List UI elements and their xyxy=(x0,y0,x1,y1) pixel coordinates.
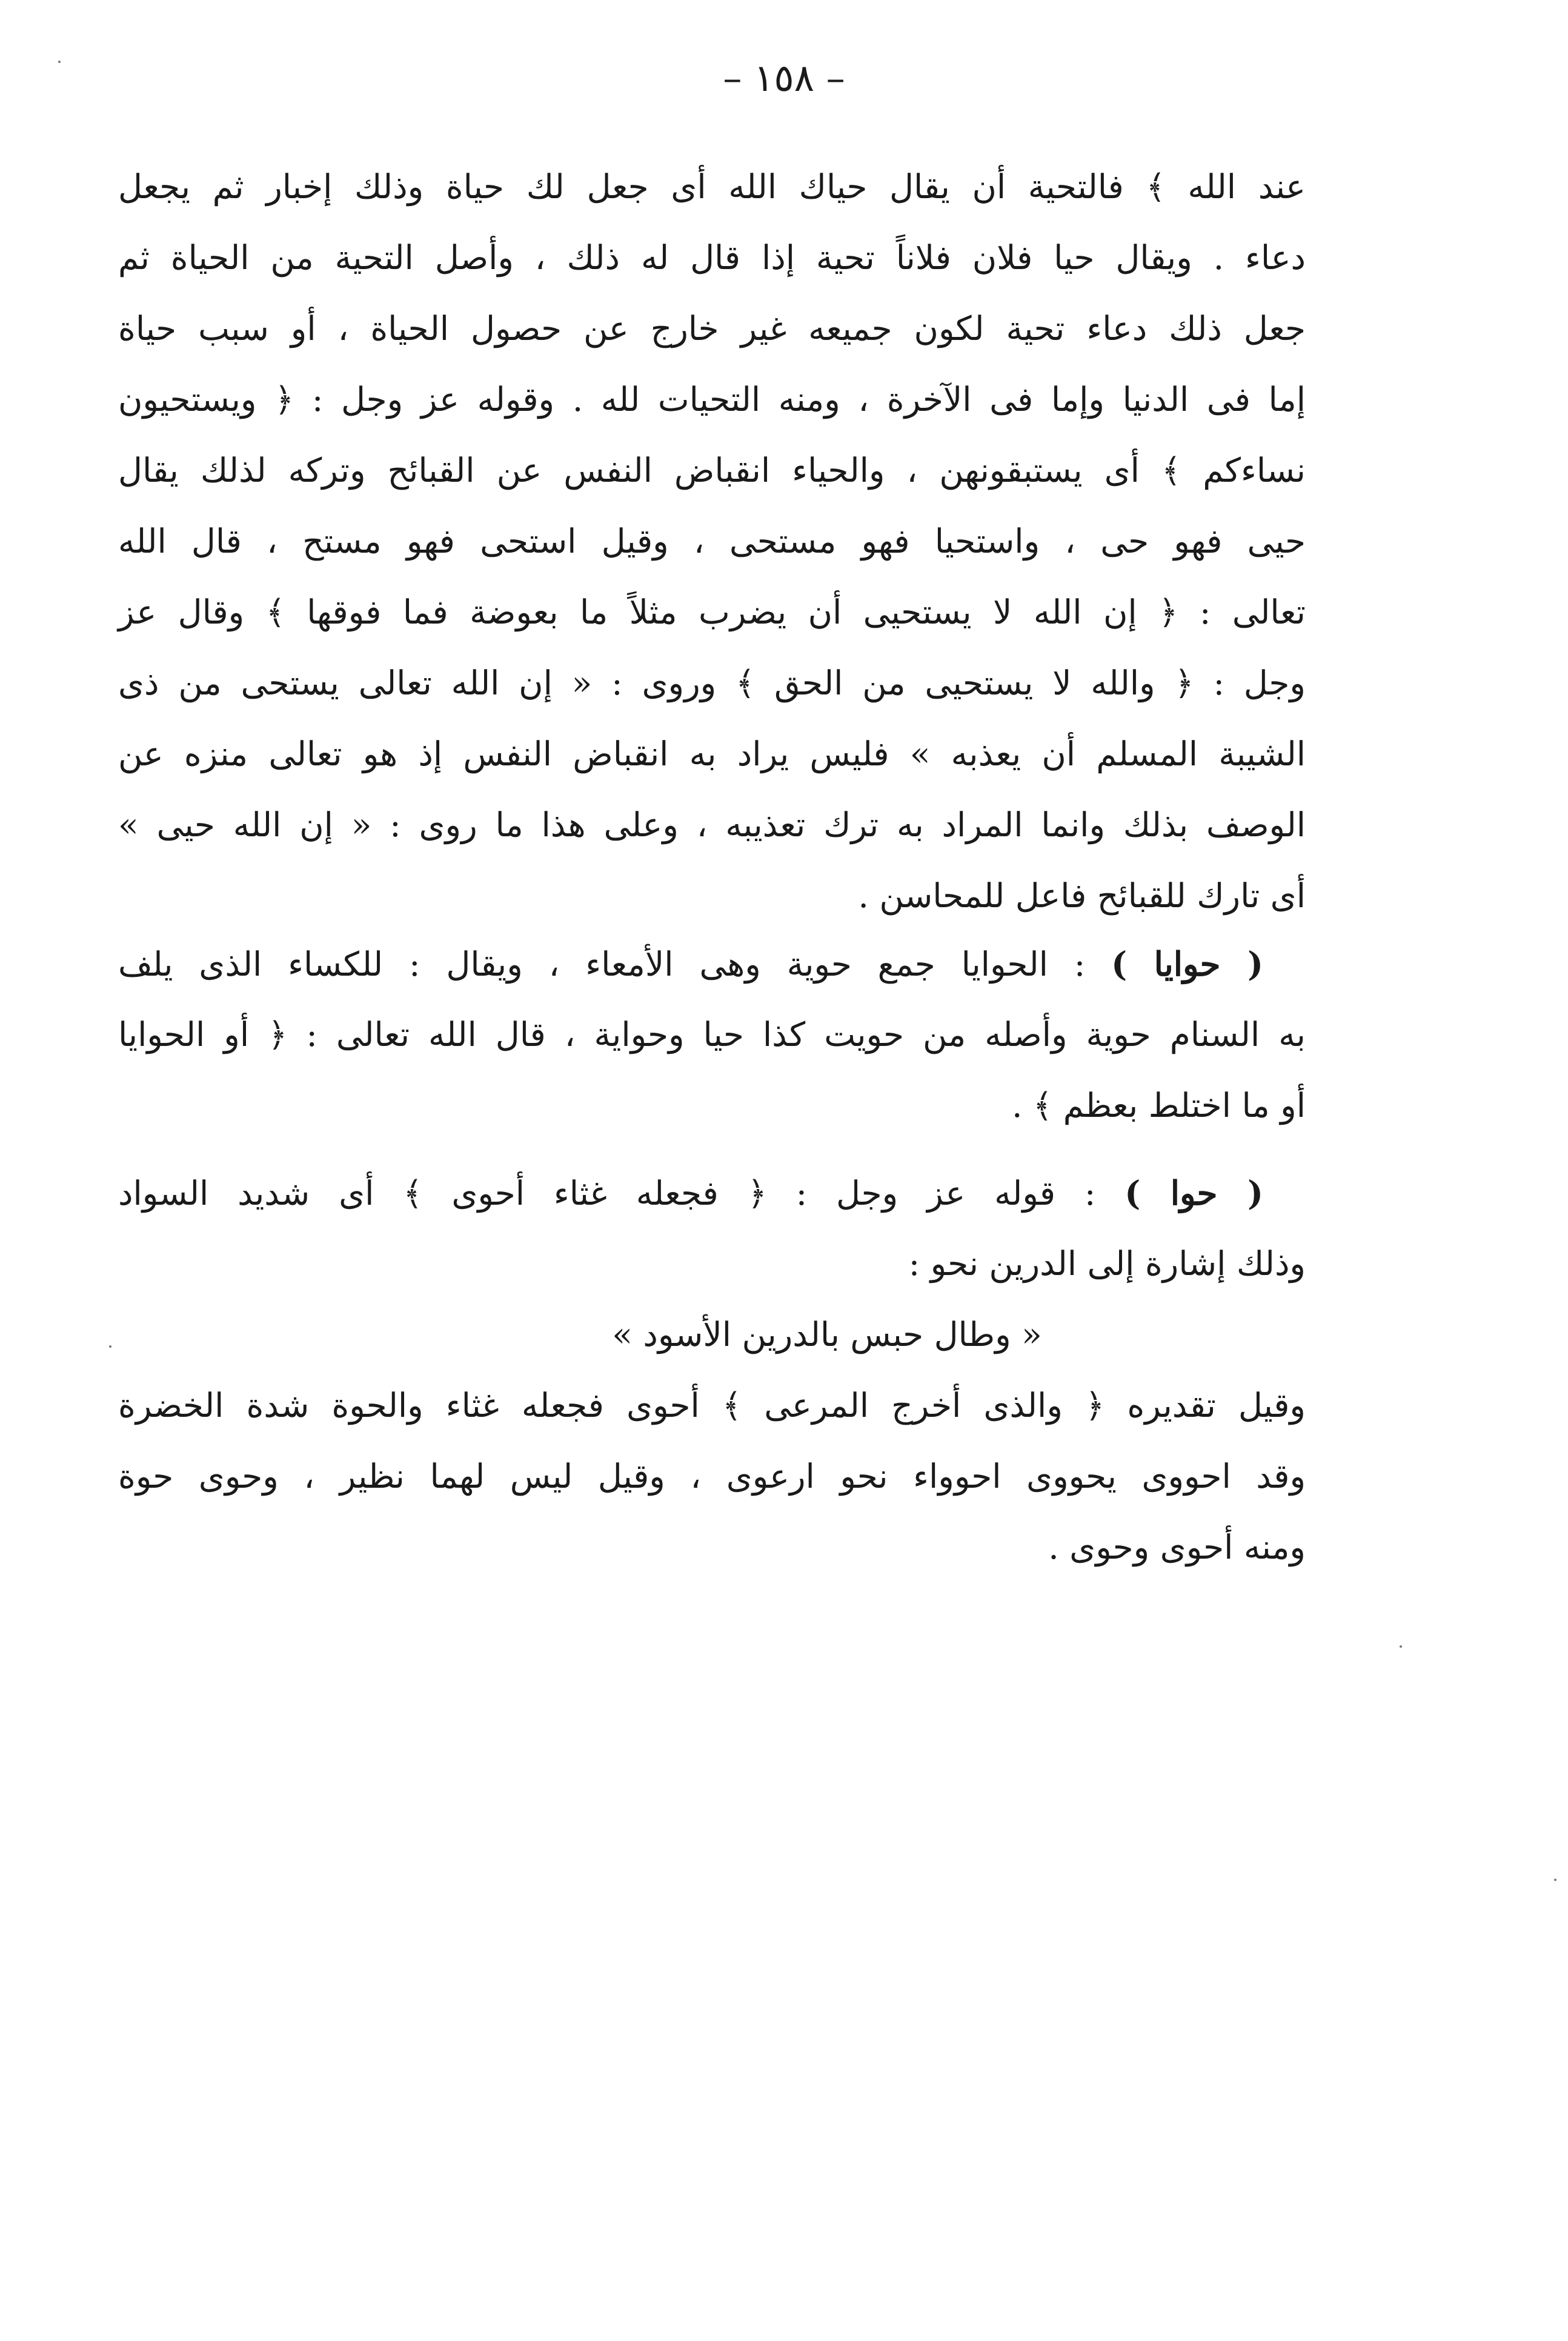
paragraph-hawa xyxy=(118,1157,1306,1583)
text-line: به السنام حوية وأصله من حويت كذا حيا وحواية ، قال الله تعالى : ﴿ أو الحوايا xyxy=(118,1015,1306,1054)
text-line: الشيبة المسلم أن يعذبه » فليس يراد به انقباض النفس إذ هو تعالى منزه عن xyxy=(118,734,1306,773)
text-line: وقد احووى يحووى احوواء نحو ارعوى ، وقيل ليس لهما نظير ، وحوى حوة xyxy=(118,1457,1306,1496)
scan-speck xyxy=(1554,1879,1556,1881)
text-line: ومنه أحوى وحوى . xyxy=(1048,1528,1306,1567)
entry-first-line xyxy=(118,1157,1306,1228)
scan-speck xyxy=(58,61,61,63)
verse-quote: « وطال حبس بالدرين الأسود » xyxy=(612,1315,1042,1354)
text-line: وقيل تقديره ﴿ والذى أخرج المرعى ﴾ أحوى فجعله غثاء والحوة شدة الخضرة xyxy=(118,1386,1306,1425)
text-line: وجل : ﴿ والله لا يستحيى من الحق ﴾ وروى : « إن الله تعالى يستحى من ذى xyxy=(118,664,1306,702)
entry-text: : الحوايا جمع حوية وهى الأمعاء ، ويقال : للكساء الذى يلف xyxy=(118,945,1112,984)
paragraph-hawaya xyxy=(118,928,1306,1141)
entry-headword: ( حوا ) xyxy=(1125,1173,1263,1213)
entry-first-line xyxy=(118,928,1306,999)
scan-speck xyxy=(1400,1645,1402,1648)
scan-speck xyxy=(109,1345,111,1348)
text-line: حيى فهو حى ، واستحيا فهو مستحى ، وقيل استحى فهو مستح ، قال الله xyxy=(118,522,1306,561)
text-line: وذلك إشارة إلى الدرين نحو : xyxy=(908,1244,1306,1283)
text-line: أو ما اختلط بعظم ﴾ . xyxy=(1011,1086,1306,1125)
text-line: جعل ذلك دعاء تحية لكون جميعه غير خارج عن حصول الحياة ، أو سبب حياة xyxy=(118,309,1306,348)
text-line: عند الله ﴾ فالتحية أن يقال حياك الله أى جعل لك حياة وذلك إخبار ثم يجعل xyxy=(118,167,1306,206)
text-line: أى تارك للقبائح فاعل للمحاسن . xyxy=(858,876,1306,915)
text-line: تعالى : ﴿ إن الله لا يستحيى أن يضرب مثلاً ما بعوضة فما فوقها ﴾ وقال عز xyxy=(118,593,1306,631)
text-line: الوصف بذلك وانما المراد به ترك تعذيبه ، وعلى هذا ما روى : « إن الله حيى » xyxy=(118,805,1306,844)
entry-text: : قوله عز وجل : ﴿ فجعله غثاء أحوى ﴾ أى شديد السواد xyxy=(118,1174,1125,1213)
entry-headword: ( حوايا ) xyxy=(1111,944,1263,984)
paragraph-tahiyya xyxy=(118,152,1306,931)
page-number: – ١٥٨ – xyxy=(723,56,845,100)
text-line: إما فى الدنيا وإما فى الآخرة ، ومنه التحيات لله . وقوله عز وجل : ﴿ ويستحيون xyxy=(118,380,1306,419)
text-line: دعاء . ويقال حيا فلان فلاناً تحية إذا قال له ذلك ، وأصل التحية من الحياة ثم xyxy=(118,238,1306,277)
text-line: نساءكم ﴾ أى يستبقونهن ، والحياء انقباض النفس عن القبائح وتركه لذلك يقال xyxy=(118,451,1306,490)
